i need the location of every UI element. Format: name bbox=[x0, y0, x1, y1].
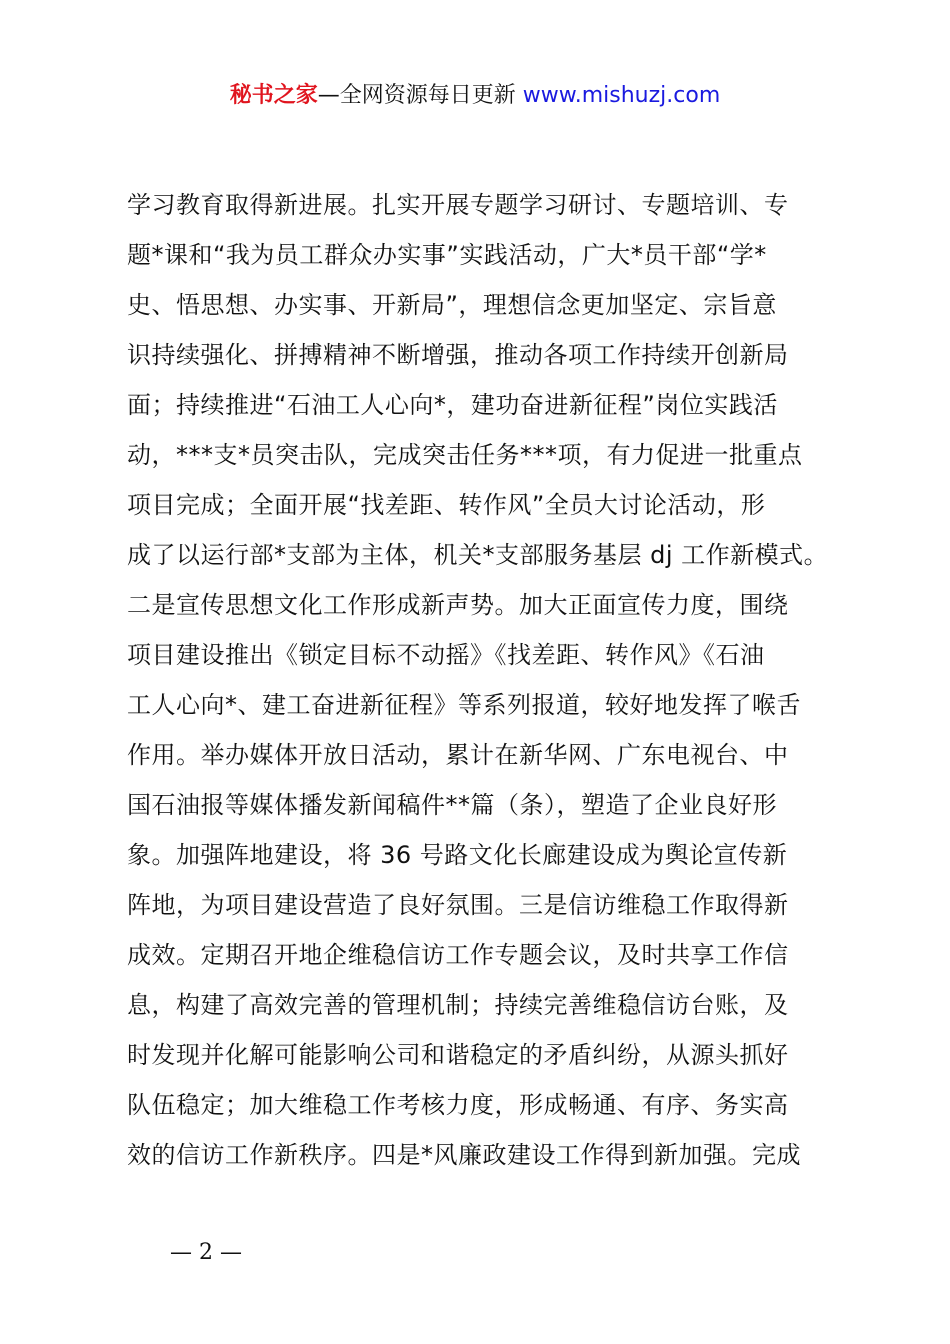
body-line: 成效。定期召开地企维稳信访工作专题会议，及时共享工作信 bbox=[127, 941, 789, 969]
site-brand: 秘书之家 bbox=[229, 83, 318, 108]
body-line: 动，***支*员突击队，完成突击任务***项，有力促进一批重点 bbox=[127, 441, 803, 469]
site-url-link[interactable]: www.mishuzj.com bbox=[522, 83, 721, 108]
body-line: 息，构建了高效完善的管理机制；持续完善维稳信访台账，及 bbox=[127, 991, 789, 1019]
body-line: 效的信访工作新秩序。四是*风廉政建设工作得到新加强。完成 bbox=[127, 1141, 801, 1169]
body-line: 时发现并化解可能影响公司和谐稳定的矛盾纠纷，从源头抓好 bbox=[127, 1041, 789, 1069]
body-line: 二是宣传思想文化工作形成新声势。加大正面宣传力度，围绕 bbox=[127, 591, 789, 619]
body-line: 成了以运行部*支部为主体，机关*支部服务基层 dj 工作新模式。 bbox=[127, 541, 829, 569]
site-tagline: —全网资源每日更新 bbox=[317, 83, 523, 108]
body-line: 史、悟思想、办实事、开新局”，理想信念更加坚定、宗旨意 bbox=[127, 291, 777, 319]
body-line: 题*课和“我为员工群众办实事”实践活动，广大*员干部“学* bbox=[127, 241, 767, 269]
body-line: 作用。举办媒体开放日活动，累计在新华网、广东电视台、中 bbox=[127, 741, 789, 769]
body-line: 学习教育取得新进展。扎实开展专题学习研讨、专题培训、专 bbox=[127, 191, 789, 219]
body-line: 项目建设推出《锁定目标不动摇》《找差距、转作风》《石油 bbox=[127, 641, 765, 669]
body-line: 国石油报等媒体播发新闻稿件**篇（条），塑造了企业良好形 bbox=[127, 791, 777, 819]
site-banner bbox=[0, 80, 950, 112]
page-number: — 2 — bbox=[170, 1240, 242, 1265]
body-line: 队伍稳定；加大维稳工作考核力度，形成畅通、有序、务实高 bbox=[127, 1091, 789, 1119]
body-line: 面；持续推进“石油工人心向*，建功奋进新征程”岗位实践活 bbox=[127, 391, 778, 419]
body-line: 阵地，为项目建设营造了良好氛围。三是信访维稳工作取得新 bbox=[127, 891, 789, 919]
body-line: 项目完成；全面开展“找差距、转作风”全员大讨论活动，形 bbox=[127, 491, 766, 519]
body-line: 工人心向*、建工奋进新征程》等系列报道，较好地发挥了喉舌 bbox=[127, 691, 801, 719]
body-line: 象。加强阵地建设，将 36 号路文化长廊建设成为舆论宣传新 bbox=[127, 841, 788, 869]
document-body bbox=[127, 180, 847, 1180]
body-line: 识持续强化、拼搏精神不断增强，推动各项工作持续开创新局 bbox=[127, 341, 789, 369]
